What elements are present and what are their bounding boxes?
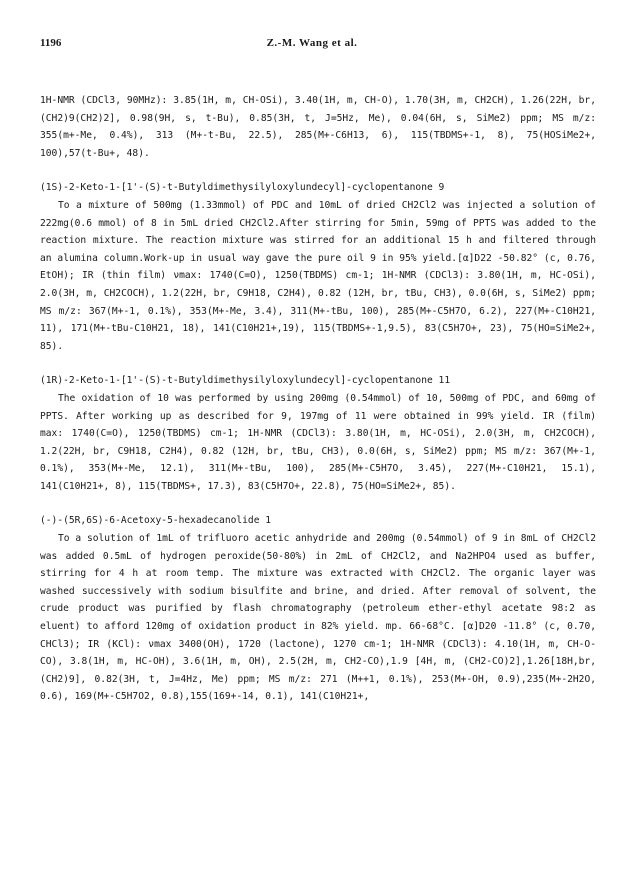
section-heading: (1R)-2-Keto-1-[1'-(S)-t-Butyldimethysilyloxylundecyl]-cyclopentanone 11 (40, 375, 451, 387)
procedure-paragraph: The oxidation of 10 was performed by using 200mg (0.54mmol) of 10, 500mg of PDC, and 60mg of PPTS. After working up as described for 9, 197mg of 11 were obtained in 99% yield. IR (film) max: 1740(C=O), 1250(TBDMS) cm-1; 1H-NMR (CDCl3): 3.80(1H, m, HC-OSi), 2.0(3H, m, CH2COCH), 1.2(22H, br, C9H18, C2H4), 0.82 (12H, br, tBu, CH3), 0.0(6H, s, SiMe2) ppm; MS m/z: 367(M+-1, 0.1%), 353(M+-Me, 12.1), 311(M+-tBu, 100), 285(M+-C5H7O, 3.45), 227(M+-C10H21, 15.1), 141(C10H21+, 8), 115(TBDMS+, 17.3), 83(C5H7O+, 22.8), 75(HO=SiMe2+, 85). (40, 392, 596, 492)
page-number: 1196 (40, 37, 62, 49)
section-heading: (-)-(5R,6S)-6-Acetoxy-5-hexadecanolide 1 (40, 515, 272, 527)
running-head: Z.-M. Wang et al. (266, 37, 358, 49)
section-compound-9 (40, 179, 596, 355)
section-compound-1 (40, 512, 596, 706)
section-heading: (1S)-2-Keto-1-[1'-(S)-t-Butyldimethysilyloxylundecyl]-cyclopentanone 9 (40, 182, 445, 194)
page-body (40, 92, 596, 706)
procedure-paragraph: To a solution of 1mL of trifluoro acetic anhydride and 200mg (0.54mmol) of 9 in 8mL of CH2Cl2 was added 0.5mL of hydrogen peroxide(50-80%) in 2mL of CH2Cl2, and Na2HPO4 used as buffer, stirring for 4 h at room temp. The mixture was extracted with CH2Cl2. The organic layer was washed successively with sodium bisulfite and brine, and dried. After removal of solvent, the crude product was purified by flash chromatography (petroleum ether-ethyl acetate 98:2 as eluent) to afford 120mg of oxidation product in 82% yield. mp. 66-68°C. [α]D20 -11.8° (c, 0.70, CHCl3); IR (KCl): νmax 3400(OH), 1720 (lactone), 1270 cm-1; 1H-NMR (CDCl3): 4.10(1H, m, CH-O-CO), 3.8(1H, m, HC-OH), 3.6(1H, m, OH), 2.5(2H, m, CH2-CO),1.9 [4H, m, (CH2-CO)2],1.26[18H,br,(CH2)9], 0.82(3H, t, J=4Hz, Me) ppm; MS m/z: 271 (M++1, 0.1%), 253(M+-OH, 0.9),235(M+-2H2O, 0.6), 169(M+-C5H7O2, 0.8),155(169+-14, 0.1), 141(C10H21+, (40, 533, 596, 703)
section-compound-11 (40, 372, 596, 495)
procedure-paragraph: To a mixture of 500mg (1.33mmol) of PDC and 10mL of dried CH2Cl2 was injected a solution of 222mg(0.6 mmol) of 8 in 5mL dried CH2Cl2.After stirring for 5min, 59mg of PPTS was added to the reaction mixture. The reaction mixture was stirred for an additional 15 h and filtered through an alumina column.Work-up in usual way gave the pure oil 9 in 95% yield.[α]D22 -50.82° (c, 0.76, EtOH); IR (thin film) νmax: 1740(C=O), 1250(TBDMS) cm-1; 1H-NMR (CDCl3): 3.80(1H, m, HC-OSi), 2.0(3H, m, CH2COCH), 1.2(22H, br, C9H18, C2H4), 0.82 (12H, br, tBu, CH3), 0.0(6H, s, SiMe2) ppm; MS m/z: 367(M+-1, 0.1%), 353(M+-Me, 3.4), 311(M+-tBu, 100), 285(M+-C5H7O, 6.2), 227(M+-C10H21, 11), 171(M+-tBu-C10H21, 18), 141(C10H21+,19), 115(TBDMS+-1,9.5), 83(C5H7O+, 23), 75(HO=SiMe2+, 85). (40, 199, 596, 352)
nmr-data-paragraph: 1H-NMR (CDCl3, 90MHz): 3.85(1H, m, CH-OSi), 3.40(1H, m, CH-O), 1.70(3H, m, CH2CH), 1.26(22H, br,(CH2)9(CH2)2], 0.98(9H, s, t-Bu), 0.85(3H, t, J=5Hz, Me), 0.04(6H, s, SiMe2) ppm; MS m/z: 355(m+-Me, 0.4%), 313 (M+-t-Bu, 22.5), 285(M+-C6H13, 6), 115(TBDMS+-1, 8), 75(HOSiMe2+, 100),57(t-Bu+, 48). (40, 95, 596, 159)
